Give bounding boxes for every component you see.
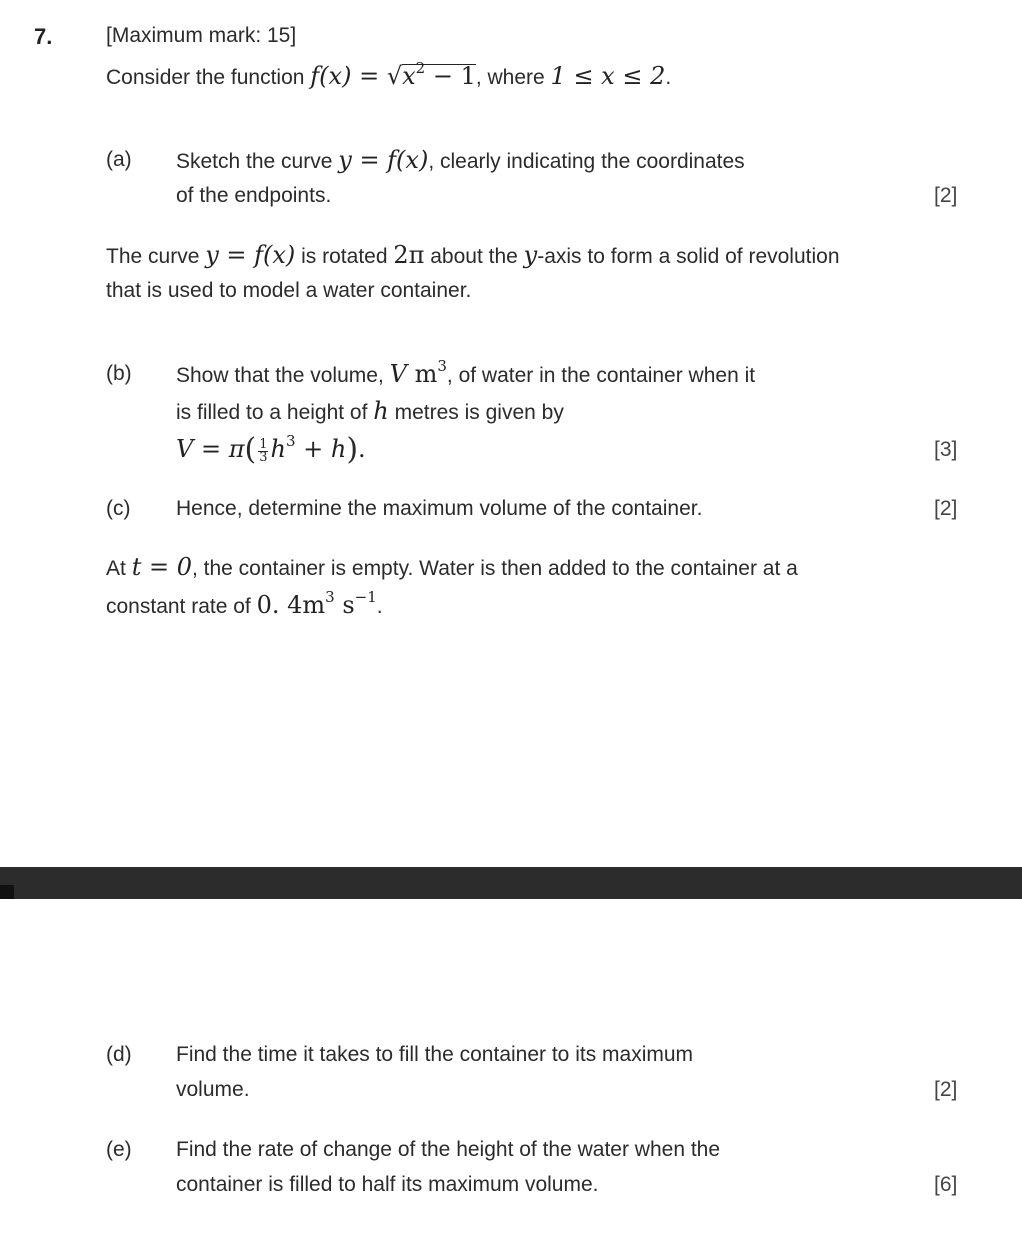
part-a-marks: [2] [934,184,958,207]
context-rotation-line1: The curve y = f(x) is rotated 2π about the y-axis to form a solid of revolution [106,241,840,269]
part-d-line1: Find the time it takes to fill the container to its maximum [176,1043,694,1066]
part-c-text: Hence, determine the maximum volume of the container. [176,497,703,520]
context-filling-line1: At t = 0, the container is empty. Water is then added to the container at a [106,553,798,581]
part-e-marks: [6] [934,1173,958,1196]
part-b-line2: is filled to a height of h metres is given by [176,397,564,425]
maximum-mark: [Maximum mark: 15] [106,24,297,47]
page-divider-corner [0,885,14,899]
part-e-line2: container is filled to half its maximum volume. [176,1173,599,1196]
part-b-formula: V = π( $\frac{1}{3}$ $h^3 + h$). [176,432,366,467]
intro-where: , where [475,66,551,89]
intro-text: Consider the function [106,66,311,89]
part-e-label: (e) [106,1138,132,1161]
part-d-line2: volume. [176,1078,250,1101]
part-a-math: y = f(x) [338,146,429,174]
part-a-line2: of the endpoints. [176,184,332,207]
sqrt-symbol: √ [386,62,403,90]
sqrt-radicand: $x^2 - 1$ [402,59,476,90]
question-number: 7. [34,24,53,49]
part-c-label: (c) [106,497,131,520]
part-a-line1: Sketch the curve y = f(x), clearly indicating the coordinates [176,146,745,174]
part-e-line1: Find the rate of change of the height of the water when the [176,1138,721,1161]
part-b-marks: [3] [934,438,958,461]
fraction-one-third: $\frac{1}{3}$ [259,436,268,465]
part-a-label: (a) [106,148,132,171]
context-filling-line2: constant rate of 0. $4m^3$ $s^{-1}$. [106,588,383,619]
part-c-marks: [2] [934,497,958,520]
page-divider [0,867,1022,899]
part-b-label: (b) [106,362,132,385]
context-rotation-line2: that is used to model a water container. [106,279,472,302]
question-intro: Consider the function $f(x) = √x^2 - 1$, where 1 ≤ x ≤ 2. [106,59,672,90]
intro-function: f(x) = [310,62,387,90]
part-b-line1: Show that the volume, V $m^3$, of water in the container when it [176,357,756,388]
intro-domain: 1 ≤ x ≤ 2 [550,62,666,90]
part-d-marks: [2] [934,1078,958,1101]
part-d-label: (d) [106,1043,132,1066]
